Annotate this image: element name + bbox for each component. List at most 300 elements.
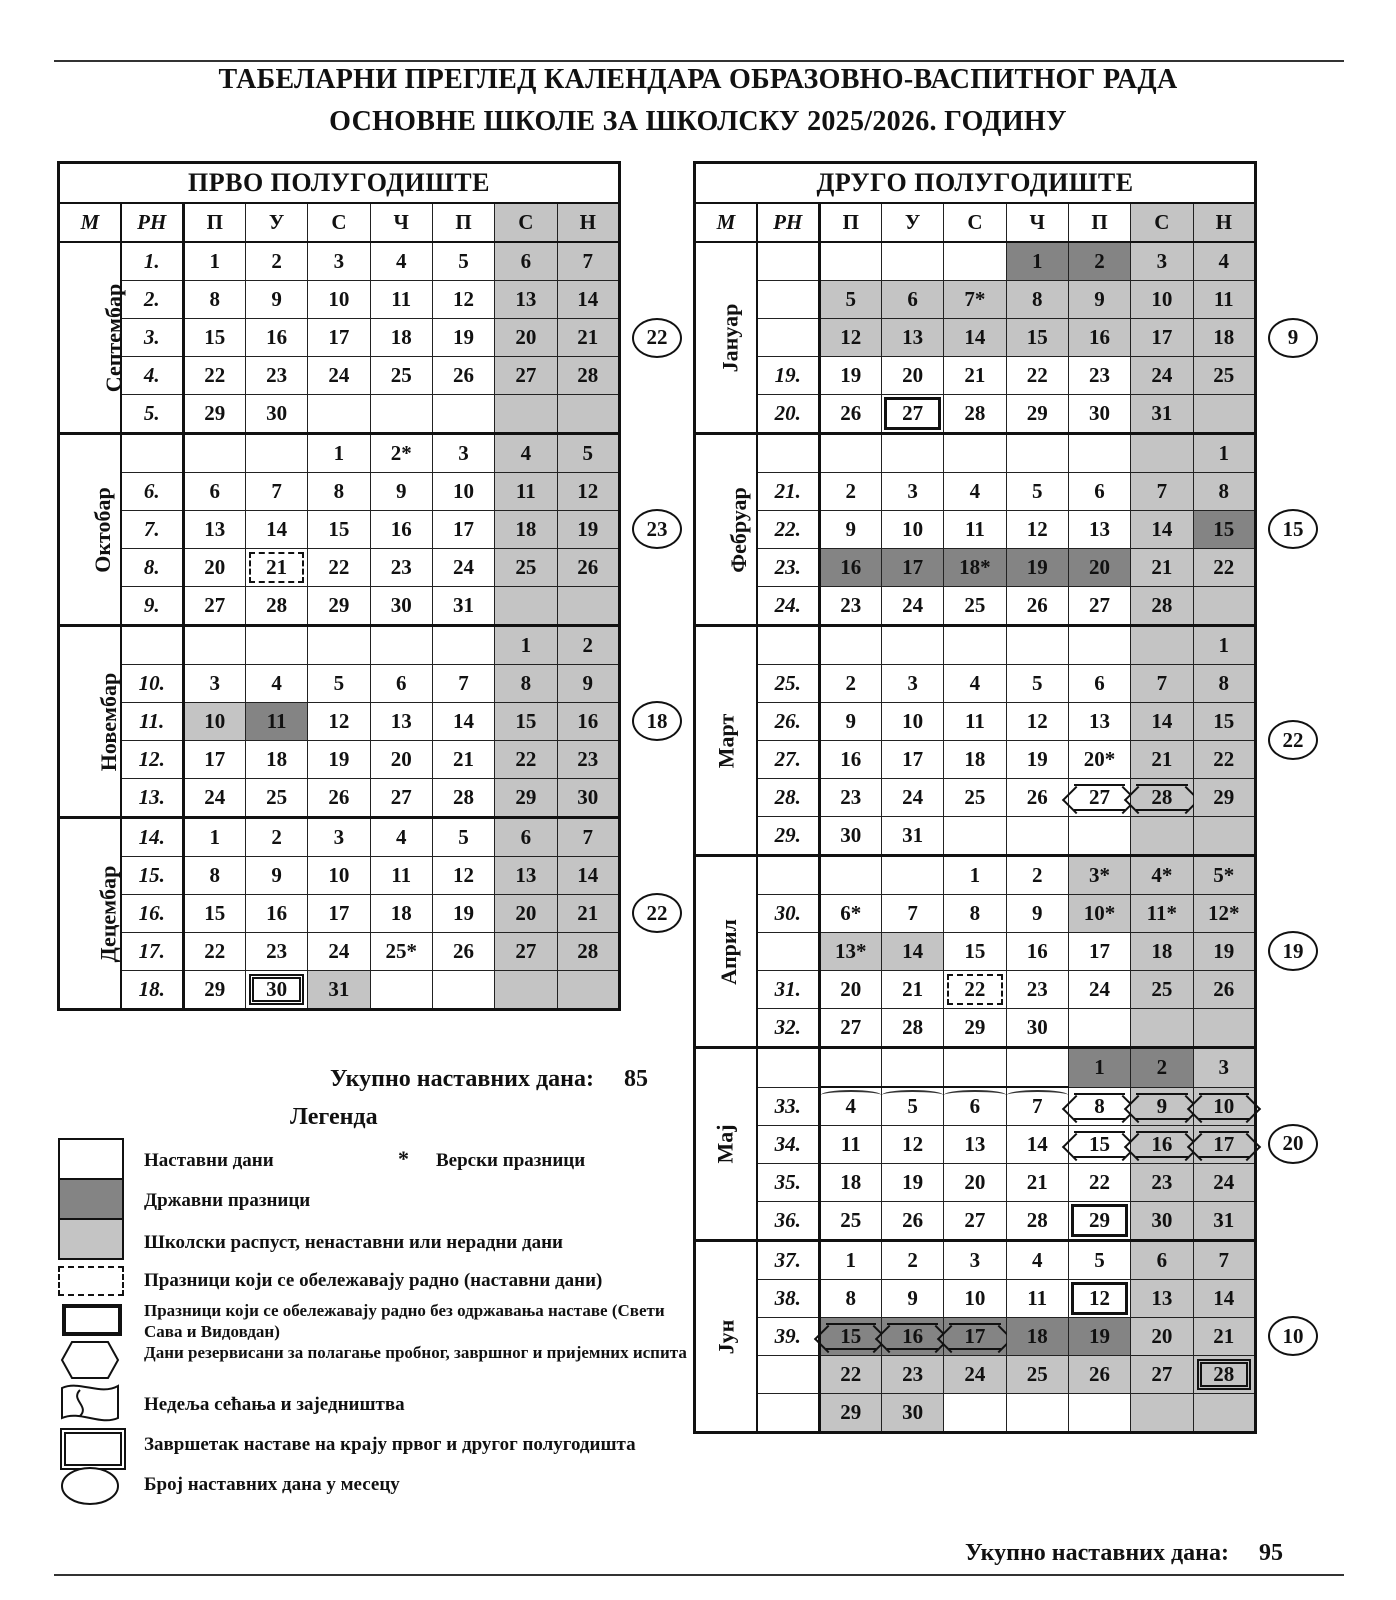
- day-cell: 7: [1131, 665, 1193, 703]
- day-cell: 30: [245, 971, 307, 1010]
- day-cell: 23: [1068, 357, 1130, 395]
- day-cell: 7: [557, 818, 620, 857]
- week-number: [757, 242, 819, 281]
- day-cell: [881, 434, 943, 473]
- day-cell: 29: [1006, 395, 1068, 434]
- day-cell: [1006, 817, 1068, 856]
- day-cell: [1068, 1087, 1130, 1126]
- day-cell: [370, 971, 432, 1010]
- day-cell: 26: [557, 549, 620, 587]
- day-cell: 2: [245, 818, 307, 857]
- day-cell: 9: [1006, 895, 1068, 933]
- day-cell: [1131, 434, 1193, 473]
- day-cell: 12: [881, 1126, 943, 1164]
- day-number: 10: [1199, 1093, 1250, 1121]
- day-cell: 2: [557, 626, 620, 665]
- month-name: Јун: [712, 1319, 738, 1354]
- day-cell: 25: [1006, 1356, 1068, 1394]
- day-cell: 7: [432, 665, 494, 703]
- day-cell: 21: [557, 319, 620, 357]
- week-number: 1.: [121, 242, 183, 281]
- day-cell: 23: [881, 1356, 943, 1394]
- day-cell: 10: [432, 473, 494, 511]
- day-cell: 25: [944, 779, 1006, 817]
- day-cell: 8: [183, 857, 245, 895]
- legend-label-teaching: Наставни дани: [144, 1150, 274, 1171]
- week-number: 18.: [121, 971, 183, 1010]
- day-cell: 2: [1131, 1048, 1193, 1088]
- day-cell: 1: [1006, 242, 1068, 281]
- week-number: 24.: [757, 587, 819, 626]
- day-cell: 28: [1131, 587, 1193, 626]
- day-cell: 15: [308, 511, 370, 549]
- week-row: [59, 242, 620, 281]
- month-label: [59, 818, 121, 1010]
- day-cell: 13: [881, 319, 943, 357]
- week-number: 34.: [757, 1126, 819, 1164]
- day-cell: 13*: [819, 933, 881, 971]
- day-cell: 22: [183, 933, 245, 971]
- week-row: [59, 933, 620, 971]
- day-cell: 30: [881, 1394, 943, 1433]
- day-cell: [308, 395, 370, 434]
- month-name: Октобар: [89, 486, 115, 573]
- week-row: [695, 357, 1256, 395]
- day-cell: 11*: [1131, 895, 1193, 933]
- week-row: [59, 971, 620, 1010]
- day-cell: 24: [881, 779, 943, 817]
- legend-swatch-teaching: [58, 1138, 124, 1180]
- day-cell: 25: [819, 1202, 881, 1241]
- column-header: М: [59, 203, 121, 242]
- day-cell: 18: [819, 1164, 881, 1202]
- day-cell: 22: [1193, 549, 1256, 587]
- day-cell: [819, 856, 881, 895]
- day-cell: 20: [495, 895, 557, 933]
- day-cell: 18: [245, 741, 307, 779]
- week-number: 30.: [757, 895, 819, 933]
- week-row: [695, 1202, 1256, 1241]
- day-cell: 21: [1193, 1318, 1256, 1356]
- day-cell: 6: [370, 665, 432, 703]
- day-cell: 22: [819, 1356, 881, 1394]
- total-label: Укупно наставних дана:: [330, 1066, 594, 1092]
- day-cell: [1193, 1394, 1256, 1433]
- day-cell: 24: [432, 549, 494, 587]
- day-number: 27: [1074, 784, 1125, 811]
- day-cell: 29: [183, 971, 245, 1010]
- day-cell: 3: [183, 665, 245, 703]
- day-cell: 6: [183, 473, 245, 511]
- legend-label-hexagon: Дани резервисани за полагање пробног, завршног и пријемних испита: [144, 1343, 687, 1362]
- day-cell: 27: [944, 1202, 1006, 1241]
- day-cell: 19: [819, 357, 881, 395]
- day-cell: 14: [432, 703, 494, 741]
- week-row: [695, 473, 1256, 511]
- day-cell: 19: [1193, 933, 1256, 971]
- day-cell: 11: [370, 281, 432, 319]
- day-cell: [1068, 1009, 1130, 1048]
- month-label: [59, 242, 127, 434]
- day-cell: 2: [1006, 856, 1068, 895]
- day-cell: 21: [1131, 741, 1193, 779]
- day-cell: [1068, 1126, 1130, 1164]
- day-cell: 3: [308, 242, 370, 281]
- week-row: [695, 1280, 1256, 1318]
- column-header: С: [495, 203, 557, 242]
- day-cell: 13: [944, 1126, 1006, 1164]
- day-cell: 28: [245, 587, 307, 626]
- day-cell: 14: [245, 511, 307, 549]
- day-cell: [944, 1318, 1006, 1356]
- day-cell: 21: [944, 357, 1006, 395]
- week-number: 38.: [757, 1280, 819, 1318]
- week-row: [59, 549, 620, 587]
- day-cell: 29: [183, 395, 245, 434]
- day-cell: 11: [370, 857, 432, 895]
- day-cell: 6: [1068, 665, 1130, 703]
- legend-label-solid: Празници који се обележавају радно без одржавања наставе (Свети Сава и Видовдан): [144, 1301, 665, 1341]
- day-cell: 19: [308, 741, 370, 779]
- week-row: [695, 242, 1256, 281]
- day-cell: 5: [557, 434, 620, 473]
- day-cell: 20*: [1068, 741, 1130, 779]
- week-number: 19.: [757, 357, 819, 395]
- day-cell: 7: [1193, 1241, 1256, 1280]
- day-cell: 6: [881, 281, 943, 319]
- day-cell: 6*: [819, 895, 881, 933]
- day-cell: 27: [495, 933, 557, 971]
- month-name: Март: [712, 713, 738, 768]
- day-cell: [944, 1048, 1006, 1088]
- day-cell: [1068, 779, 1130, 817]
- day-cell: 13: [370, 703, 432, 741]
- day-cell: [1131, 626, 1193, 665]
- day-cell: 3: [881, 665, 943, 703]
- week-number: 22.: [757, 511, 819, 549]
- day-cell: 29: [495, 779, 557, 818]
- day-cell: 25: [1193, 357, 1256, 395]
- day-cell: 5: [432, 818, 494, 857]
- week-number: 20.: [757, 395, 819, 434]
- day-cell: [308, 626, 370, 665]
- day-cell: 16: [245, 319, 307, 357]
- day-cell: 16: [245, 895, 307, 933]
- day-cell: 4: [819, 1087, 881, 1126]
- week-row: [695, 395, 1256, 434]
- week-number: 16.: [121, 895, 183, 933]
- day-cell: 12: [557, 473, 620, 511]
- month-name: Фебруар: [725, 486, 751, 573]
- day-cell: 2: [881, 1241, 943, 1280]
- legend-wave-icon: [60, 1382, 120, 1422]
- day-cell: 23: [245, 933, 307, 971]
- day-cell: 20: [944, 1164, 1006, 1202]
- week-number: 12.: [121, 741, 183, 779]
- column-header: РН: [757, 203, 819, 242]
- day-cell: 27: [1131, 1356, 1193, 1394]
- day-cell: 6: [495, 818, 557, 857]
- day-cell: 1: [183, 818, 245, 857]
- week-row: [695, 1241, 1256, 1280]
- day-number: 16: [1136, 1131, 1187, 1158]
- day-cell: 27: [370, 779, 432, 818]
- day-cell: 15: [495, 703, 557, 741]
- day-cell: 26: [432, 933, 494, 971]
- day-cell: 11: [819, 1126, 881, 1164]
- day-cell: 2: [819, 665, 881, 703]
- day-cell: [1193, 587, 1256, 626]
- day-cell: 25: [944, 587, 1006, 626]
- legend-label-wave: Недеља сећања и заједништва: [144, 1394, 405, 1415]
- day-cell: 2: [1068, 242, 1130, 281]
- legend-asterisk-symbol: *: [398, 1146, 409, 1171]
- day-cell: 31: [1131, 395, 1193, 434]
- week-row: [695, 817, 1256, 856]
- teaching-days-count: 10: [1268, 1316, 1318, 1356]
- day-cell: 24: [1068, 971, 1130, 1009]
- column-header: П: [819, 203, 881, 242]
- legend-label-state-holiday: Државни празници: [144, 1190, 311, 1211]
- day-cell: 29: [819, 1394, 881, 1433]
- day-cell: [881, 1048, 943, 1088]
- day-cell: 27: [1068, 587, 1130, 626]
- day-cell: [819, 626, 881, 665]
- day-cell: 3: [432, 434, 494, 473]
- day-cell: [495, 971, 557, 1010]
- day-cell: [557, 971, 620, 1010]
- day-cell: 17: [432, 511, 494, 549]
- day-cell: 19: [432, 895, 494, 933]
- day-cell: 10: [308, 281, 370, 319]
- day-cell: 19: [1068, 1318, 1130, 1356]
- day-cell: [1131, 817, 1193, 856]
- day-cell: 3: [308, 818, 370, 857]
- day-cell: 12: [308, 703, 370, 741]
- day-cell: 22: [944, 971, 1006, 1009]
- day-cell: 19: [432, 319, 494, 357]
- day-cell: 4: [1193, 242, 1256, 281]
- day-number: 28: [1136, 784, 1187, 811]
- week-number: 13.: [121, 779, 183, 818]
- column-header: П: [1068, 203, 1130, 242]
- teaching-days-count: 9: [1268, 318, 1318, 358]
- column-header: Ч: [370, 203, 432, 242]
- day-cell: 22: [1068, 1164, 1130, 1202]
- day-cell: 24: [308, 933, 370, 971]
- second-semester-table: [693, 161, 1257, 1434]
- day-cell: [557, 395, 620, 434]
- day-cell: 1: [1068, 1048, 1130, 1088]
- day-cell: 17: [308, 895, 370, 933]
- column-header: У: [881, 203, 943, 242]
- day-number: 16: [887, 1323, 938, 1350]
- day-cell: 18: [370, 319, 432, 357]
- week-row: [59, 857, 620, 895]
- day-cell: 1: [1193, 626, 1256, 665]
- day-cell: 1: [1193, 434, 1256, 473]
- teaching-days-count: 22: [632, 893, 682, 933]
- day-cell: 10: [1131, 281, 1193, 319]
- teaching-days-count: 15: [1268, 509, 1318, 549]
- legend-swatch-double: [60, 1428, 126, 1470]
- day-cell: 16: [557, 703, 620, 741]
- week-row: [59, 357, 620, 395]
- week-row: [695, 1009, 1256, 1048]
- day-cell: 20: [370, 741, 432, 779]
- day-cell: 3: [944, 1241, 1006, 1280]
- column-header: РН: [121, 203, 183, 242]
- day-cell: [370, 626, 432, 665]
- day-cell: 29: [944, 1009, 1006, 1048]
- day-cell: [432, 395, 494, 434]
- week-row: [59, 434, 620, 473]
- week-row: [59, 703, 620, 741]
- teaching-days-count: 22: [632, 318, 682, 358]
- day-cell: [245, 434, 307, 473]
- day-number: 15: [826, 1323, 876, 1350]
- day-cell: [1006, 626, 1068, 665]
- day-cell: [881, 242, 943, 281]
- day-cell: 9: [1068, 281, 1130, 319]
- day-cell: 28: [881, 1009, 943, 1048]
- week-row: [695, 281, 1256, 319]
- week-row: [59, 473, 620, 511]
- week-row: [695, 971, 1256, 1009]
- day-cell: 3*: [1068, 856, 1130, 895]
- day-cell: 7: [557, 242, 620, 281]
- month-label: [59, 626, 121, 818]
- week-row: [59, 395, 620, 434]
- day-cell: 14: [557, 857, 620, 895]
- day-cell: 20: [495, 319, 557, 357]
- day-cell: 3: [1131, 242, 1193, 281]
- teaching-days-count: 18: [632, 701, 682, 741]
- day-cell: [1131, 1087, 1193, 1126]
- day-cell: 13: [495, 281, 557, 319]
- day-cell: [1068, 817, 1130, 856]
- day-cell: 8: [1006, 281, 1068, 319]
- week-row: [59, 818, 620, 857]
- day-cell: 21: [1131, 549, 1193, 587]
- column-header: П: [432, 203, 494, 242]
- day-cell: 5: [1006, 473, 1068, 511]
- day-cell: [944, 434, 1006, 473]
- day-cell: 24: [183, 779, 245, 818]
- day-cell: 1: [944, 856, 1006, 895]
- day-cell: 27: [495, 357, 557, 395]
- day-cell: 25*: [370, 933, 432, 971]
- day-cell: 26: [1068, 1356, 1130, 1394]
- day-cell: [944, 1394, 1006, 1433]
- day-cell: 23: [1006, 971, 1068, 1009]
- day-cell: [819, 1048, 881, 1088]
- column-header: С: [308, 203, 370, 242]
- day-cell: [881, 626, 943, 665]
- day-cell: 11: [944, 703, 1006, 741]
- day-number: 15: [1074, 1131, 1125, 1158]
- day-cell: 26: [1006, 587, 1068, 626]
- week-row: [695, 856, 1256, 895]
- legend-label-religious: Верски празници: [436, 1150, 586, 1171]
- column-header: М: [695, 203, 757, 242]
- day-number: 17: [949, 1323, 1000, 1350]
- day-cell: 11: [495, 473, 557, 511]
- day-cell: [944, 817, 1006, 856]
- week-row: [695, 1394, 1256, 1433]
- week-row: [695, 741, 1256, 779]
- day-cell: 5: [881, 1087, 943, 1126]
- day-cell: 28: [557, 933, 620, 971]
- day-cell: 22: [183, 357, 245, 395]
- day-cell: 13: [1068, 703, 1130, 741]
- day-cell: 4: [944, 665, 1006, 703]
- legend-label-circle: Број наставних дана у месецу: [144, 1474, 400, 1495]
- day-cell: 9: [245, 281, 307, 319]
- day-cell: 19: [1006, 741, 1068, 779]
- week-number: [121, 626, 183, 665]
- week-number: 36.: [757, 1202, 819, 1241]
- day-cell: 20: [1131, 1318, 1193, 1356]
- week-number: 37.: [757, 1241, 819, 1280]
- day-number: 17: [1199, 1131, 1250, 1158]
- day-cell: 10*: [1068, 895, 1130, 933]
- day-cell: 7*: [944, 281, 1006, 319]
- day-cell: 18: [495, 511, 557, 549]
- day-cell: 18: [1193, 319, 1256, 357]
- day-cell: 23: [819, 587, 881, 626]
- week-row: [695, 933, 1256, 971]
- column-header: У: [245, 203, 307, 242]
- day-cell: 4: [370, 818, 432, 857]
- day-cell: 23: [245, 357, 307, 395]
- week-number: 28.: [757, 779, 819, 817]
- day-cell: 27: [881, 395, 943, 434]
- week-number: [757, 434, 819, 473]
- legend-swatch-break: [58, 1218, 124, 1260]
- day-cell: 28: [1193, 1356, 1256, 1394]
- day-cell: 18: [1006, 1318, 1068, 1356]
- week-row: [695, 895, 1256, 933]
- day-cell: 10: [881, 703, 943, 741]
- day-cell: [495, 395, 557, 434]
- day-cell: 17: [1131, 319, 1193, 357]
- day-cell: 15: [183, 895, 245, 933]
- day-cell: 5: [1068, 1241, 1130, 1280]
- week-row: [695, 1087, 1256, 1126]
- day-cell: [1006, 1394, 1068, 1433]
- day-cell: 5: [819, 281, 881, 319]
- day-cell: 19: [557, 511, 620, 549]
- teaching-days-count: 22: [1268, 720, 1318, 760]
- month-name: Мај: [712, 1124, 738, 1164]
- week-row: [59, 779, 620, 818]
- day-cell: 22: [308, 549, 370, 587]
- day-cell: 15: [1193, 703, 1256, 741]
- day-cell: [1131, 1126, 1193, 1164]
- day-cell: 2*: [370, 434, 432, 473]
- week-number: 39.: [757, 1318, 819, 1356]
- day-cell: [1193, 395, 1256, 434]
- day-cell: 29: [1068, 1202, 1130, 1241]
- day-cell: 16: [1068, 319, 1130, 357]
- day-cell: 4: [245, 665, 307, 703]
- day-cell: 29: [1193, 779, 1256, 817]
- day-cell: 30: [1006, 1009, 1068, 1048]
- day-cell: 27: [183, 587, 245, 626]
- day-cell: [881, 856, 943, 895]
- day-cell: [1131, 1009, 1193, 1048]
